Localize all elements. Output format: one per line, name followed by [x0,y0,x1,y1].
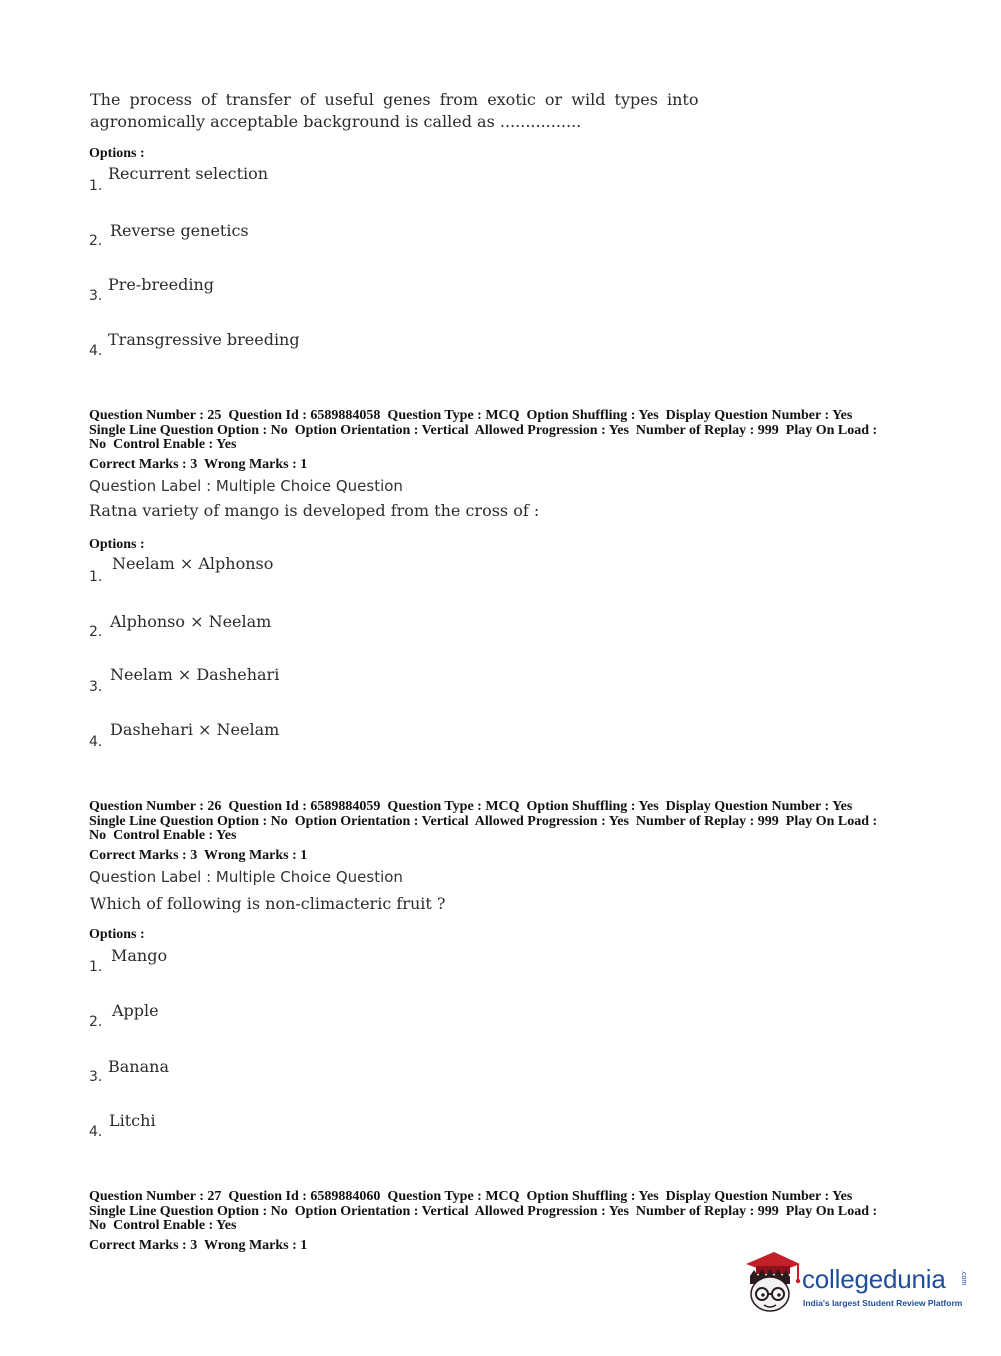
question-26-label: Question Label : Multiple Choice Question [89,868,403,886]
logo-tagline: India's largest Student Review Platform [803,1298,963,1308]
question-25-label: Question Label : Multiple Choice Question [89,477,403,495]
question-26-text: Which of following is non-climacteric fruit ? [90,894,446,913]
option-text: Recurrent selection [108,164,269,183]
question-26-meta-line3: No Control Enable : Yes [89,828,237,843]
option-text: Mango [111,946,168,965]
option-text: Transgressive breeding [108,330,300,349]
question-25-meta-line2: Single Line Question Option : No Option Orientation : Vertical Allowed Progression : Yes Number of Replay : 999 Play On Load : [89,423,878,438]
option-number: 2. [89,1014,103,1030]
options-label: Options : [89,927,145,942]
option-text: Neelam × Alphonso [112,554,274,573]
options-label: Options : [89,146,145,161]
question-25-meta-line1: Question Number : 25 Question Id : 6589884058 Question Type : MCQ Option Shuffling : Yes Display Question Number : Yes [89,408,853,423]
question-27-marks: Correct Marks : 3 Wrong Marks : 1 [89,1238,308,1253]
option-text: Dashehari × Neelam [110,720,280,739]
option-text: Pre-breeding [108,275,215,294]
options-label: Options : [89,537,145,552]
option-number: 4. [89,343,103,359]
option-text: Litchi [109,1111,156,1130]
option-text: Banana [108,1057,169,1076]
option-text: Neelam × Dashehari [110,665,280,684]
question-24-text-line1: The process of transfer of useful genes from exotic or wild types into [90,90,699,109]
question-27-meta-line2: Single Line Question Option : No Option Orientation : Vertical Allowed Progression : Yes Number of Replay : 999 Play On Load : [89,1204,878,1219]
option-number: 1. [89,178,103,194]
collegedunia-logo [740,1250,972,1320]
question-26-marks: Correct Marks : 3 Wrong Marks : 1 [89,848,308,863]
option-number: 3. [89,679,103,695]
option-number: 4. [89,734,103,750]
option-number: 3. [89,288,103,304]
option-number: 1. [89,569,103,585]
question-26-meta-line1: Question Number : 26 Question Id : 6589884059 Question Type : MCQ Option Shuffling : Yes Display Question Number : Yes [89,799,853,814]
mascot-icon [740,1250,802,1318]
question-24-text-line2: agronomically acceptable background is called as ................ [90,112,582,131]
option-number: 2. [89,624,103,640]
option-number: 1. [89,959,103,975]
option-number: 2. [89,233,103,249]
question-27-meta-line3: No Control Enable : Yes [89,1218,237,1233]
logo-wordmark: collegedunia [802,1264,946,1294]
question-25-text: Ratna variety of mango is developed from the cross of : [89,501,540,520]
question-27-meta-line1: Question Number : 27 Question Id : 6589884060 Question Type : MCQ Option Shuffling : Yes Display Question Number : Yes [89,1189,853,1204]
option-text: Alphonso × Neelam [110,612,272,631]
option-text: Reverse genetics [110,221,249,240]
question-25-marks: Correct Marks : 3 Wrong Marks : 1 [89,457,308,472]
option-text: Apple [112,1001,159,1020]
logo-dotcom: .com [960,1270,967,1286]
option-number: 4. [89,1124,103,1140]
question-25-meta-line3: No Control Enable : Yes [89,437,237,452]
question-26-meta-line2: Single Line Question Option : No Option Orientation : Vertical Allowed Progression : Yes Number of Replay : 999 Play On Load : [89,814,878,829]
option-number: 3. [89,1069,103,1085]
